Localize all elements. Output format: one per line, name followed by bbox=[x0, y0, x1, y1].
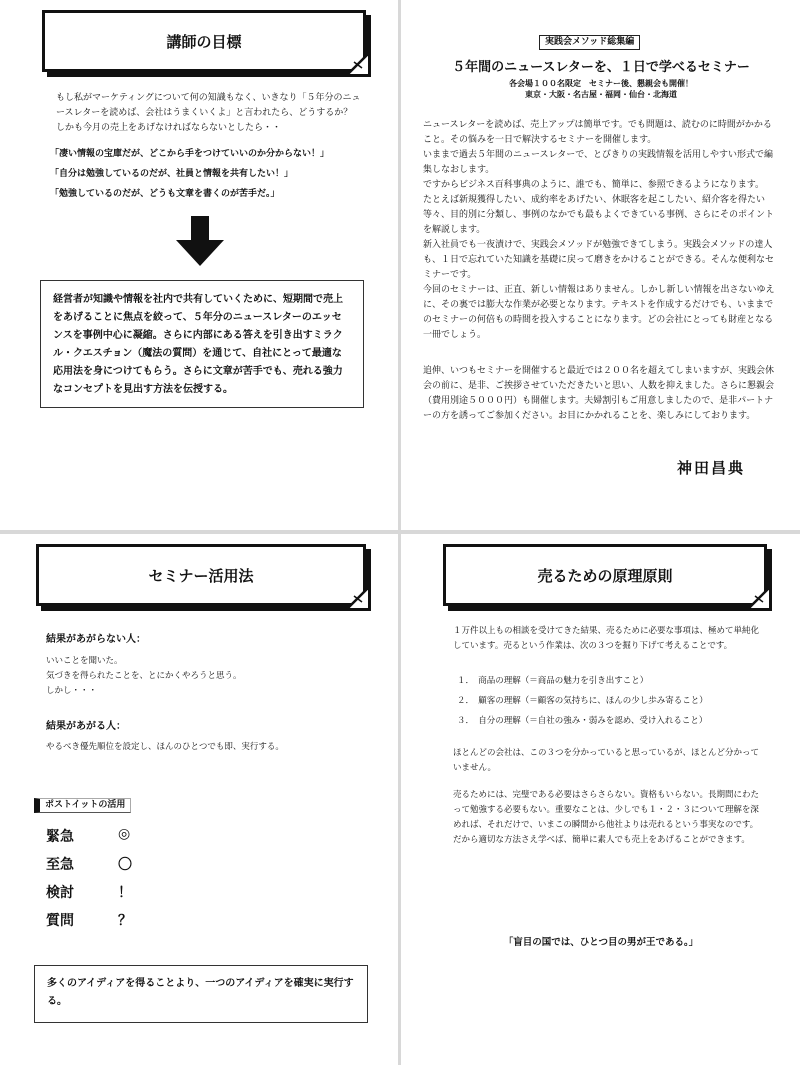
body-paragraph: 新入社員でも一夜漬けで、実践会メソッドが勉強できてしまう。実践会メソッドの達人も、１日で忘れていた知識を基礎に戻って磨きをかけることができる。そんな便利なセミナーです。 bbox=[423, 240, 775, 280]
postit-row bbox=[46, 910, 166, 930]
principle-item: ３． 自分の理解（＝自社の強み・弱みを認め、受け入れること） bbox=[457, 716, 708, 726]
body-paragraph: ニュースレターを読めば、売上アップは簡単です。でも問題は、読むのに時間がかかること。その悩みを一日で解決するセミナーを開催します。 bbox=[423, 120, 772, 145]
no-result-heading: 結果があがらない人： bbox=[46, 634, 146, 645]
body-paragraph: いままで過去５年間のニュースレターで、とびきりの実践情報を活用しやすい形式で編集しなおします。 bbox=[423, 150, 774, 175]
result-heading: 結果があがる人： bbox=[46, 721, 126, 732]
postit-heading: ポストイットの活用 bbox=[34, 798, 131, 813]
quote-2: 「自分は勉強しているのだが、社員と情報を共有したい！」 bbox=[50, 169, 294, 179]
method-label: 実践会メソッド総集編 bbox=[539, 35, 640, 50]
postit-mark: ？ bbox=[118, 913, 132, 929]
postit-label: 緊急 bbox=[46, 829, 74, 845]
body-paragraph: たとえば新規獲得したい、成約率をあげたい、休眠客を起こしたい、紹介客を得たい等々、目的別に分類し、事例のなかでも最もよくできている事例、さらにそのポイントを解説します。 bbox=[423, 195, 775, 235]
body-paragraph: ですからビジネス百科事典のように、誰でも、簡単に、参照できるようになります。 bbox=[423, 180, 765, 190]
no-result-line: しかし・・・ bbox=[46, 686, 98, 696]
postit-row bbox=[46, 854, 166, 874]
postit-mark: ◎ bbox=[118, 826, 131, 842]
signature: 神田昌典 bbox=[677, 459, 746, 477]
intro-paragraph: もし私がマーケティングについて何の知識もなく、いきなり「５年分のニュースレターを読めば、会社はうまくいくよ」と言われたら、どうするか？ しかも今月の売上をあげなければならないとしたら・・ bbox=[56, 93, 362, 133]
page-title-box bbox=[42, 10, 366, 72]
conclusion-box bbox=[34, 965, 368, 1023]
summary-box bbox=[40, 280, 364, 408]
quote-1: 「凄い情報の宝庫だが、どこから手をつけていいのか分からない！」 bbox=[50, 149, 330, 159]
seminar-subtitle-2: 東京・大阪・名古屋・福岡・仙台・北海道 bbox=[525, 90, 677, 99]
postit-label: 至急 bbox=[46, 857, 74, 873]
folded-corner-icon bbox=[348, 54, 368, 74]
postit-mark: 〇 bbox=[118, 857, 132, 873]
page-title-box bbox=[36, 544, 366, 606]
page-title-box bbox=[443, 544, 767, 606]
paragraph-2: 売るためには、完璧である必要はさらさらない。資格もいらない。長期間にわたって勉強する必要もない。重要なことは、少しでも１・２・３について理解を深めれば、それだけで、いまこの瞬間から他社よりは売れるという事実なのです。だから適切な方法さえ学べば、簡単に素人でも売上をあげることができます。 bbox=[453, 790, 760, 845]
page-instructor-goal bbox=[0, 0, 398, 530]
quote-3: 「勉強しているのだが、どうも文章を書くのが苦手だ。」 bbox=[50, 189, 280, 199]
seminar-body bbox=[423, 118, 779, 343]
principle-item: １． 商品の理解（＝商品の魅力を引き出すこと） bbox=[457, 676, 649, 686]
postit-row bbox=[46, 826, 166, 846]
intro-paragraph: １万件以上もの相談を受けてきた結果、売るために必要な事項は、極めて単純化しています。売るという作業は、次の３つを掘り下げて考えることです。 bbox=[453, 626, 760, 651]
summary-text: 経営者が知識や情報を社内で共有していくために、短期間で売上をあげることに焦点を絞って、５年分のニュースレターのエッセンスを事例中心に凝縮。さらに内部にある答えを引き出すミラクル・クエスチョン（魔法の質問）を通じて、自社にとって最適な応用法を身につけてもらう。さらに文章が苦手でも、売れる強力なコンセプトを見出す方法を伝授する。 bbox=[53, 294, 343, 395]
seminar-subtitle-1: 各会場１００名限定 セミナー後、懇親会も開催！ bbox=[509, 79, 693, 88]
page-selling-principles bbox=[401, 534, 800, 1065]
body-paragraph: 今回のセミナーは、正直、新しい情報はありません。しかし新しい情報を出さないゆえに、その裏では膨大な作業が必要となります。テキストを作成するだけでも、いままでのセミナーの何倍もの時間を投入することになります。どの会社にとっても財産となる一冊でしょう。 bbox=[423, 285, 775, 340]
seminar-title: ５年間のニュースレターを、１日で学べるセミナー bbox=[452, 60, 750, 75]
postit-label: 質問 bbox=[46, 913, 74, 929]
postit-label: 検討 bbox=[46, 885, 74, 901]
page-seminar-announcement bbox=[401, 0, 800, 530]
folded-corner-icon bbox=[749, 588, 769, 608]
no-result-list bbox=[46, 654, 366, 699]
page-title: 売るための原理原則 bbox=[537, 566, 673, 585]
page-how-to-use-seminar bbox=[0, 534, 398, 1065]
page-title: 講師の目標 bbox=[166, 32, 242, 51]
result-line: やるべき優先順位を設定し、ほんのひとつでも即、実行する。 bbox=[46, 742, 284, 752]
folded-corner-icon bbox=[348, 588, 368, 608]
no-result-line: いいことを聞いた。 bbox=[46, 656, 123, 666]
postscript: 追伸、いつもセミナーを開催すると最近では２００名を超えてしまいますが、実践会休会の前に、是非、ご挨拶させていただきたいと思い、人数を抑えました。さらに懇親会（費用別途５０００円）も開催します。夫婦割引もご用意しましたので、是非パートナーの方を誘ってご参加ください。お目にかかれることを、楽しみにしております。 bbox=[423, 366, 775, 421]
down-arrow-icon bbox=[176, 216, 224, 266]
closing-quote: 「盲目の国では、ひとつ目の男が王である。」 bbox=[503, 937, 699, 948]
paragraph-1: ほとんどの会社は、この３つを分かっていると思っているが、ほとんど分かっていません。 bbox=[453, 748, 760, 773]
principle-item: ２． 顧客の理解（＝顧客の気持ちに、ほんの少し歩み寄ること） bbox=[457, 696, 708, 706]
page-title: セミナー活用法 bbox=[148, 566, 254, 585]
no-result-line: 気づきを得られたことを、とにかくやろうと思う。 bbox=[46, 671, 242, 681]
conclusion-text: 多くのアイディアを得ることより、一つのアイディアを確実に実行する。 bbox=[47, 978, 354, 1007]
postit-mark: ！ bbox=[118, 885, 132, 901]
postit-row bbox=[46, 882, 166, 902]
